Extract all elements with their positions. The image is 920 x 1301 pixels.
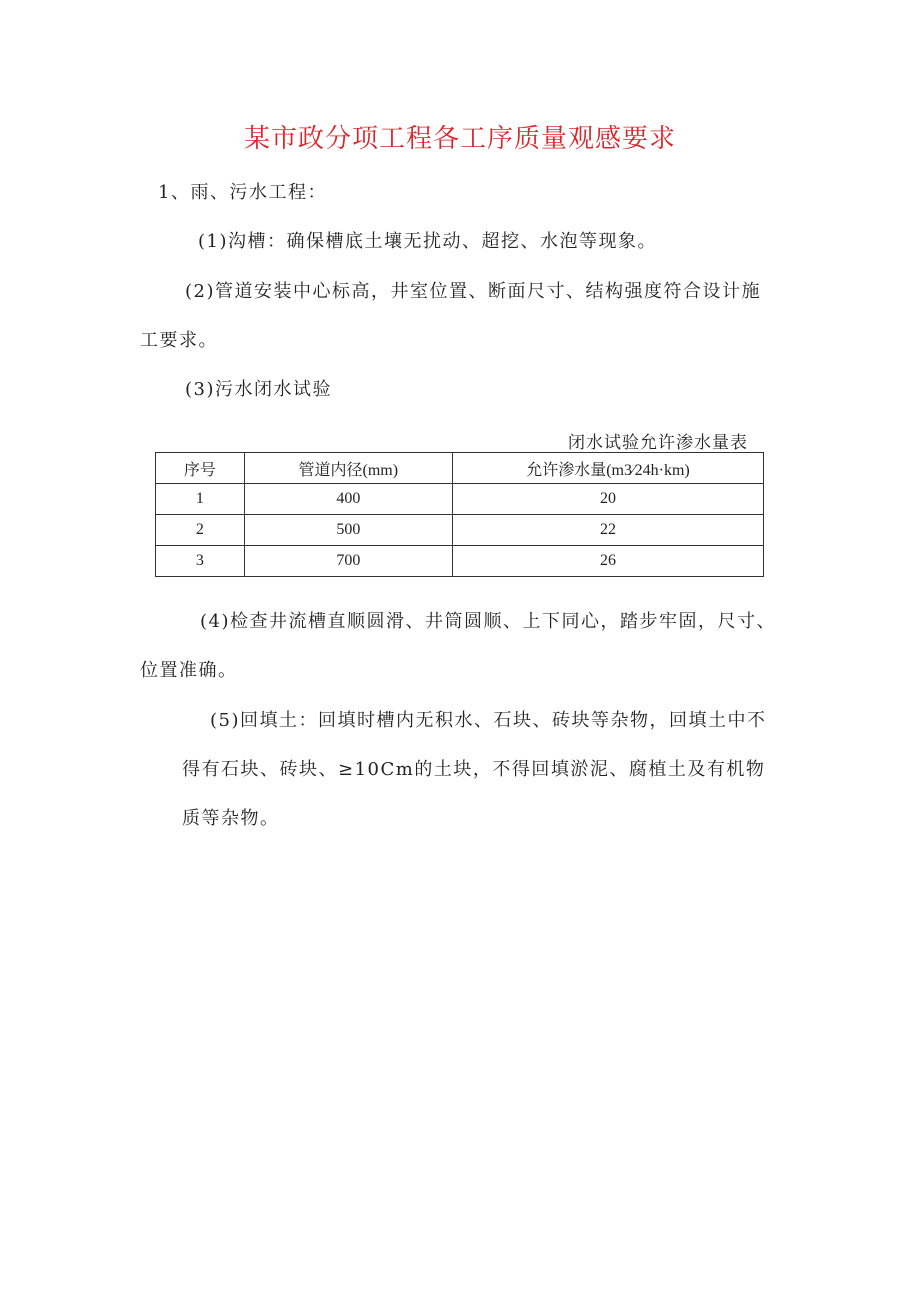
table-row	[156, 484, 764, 515]
page-title: 某市政分项工程各工序质量观感要求	[243, 124, 676, 154]
seepage-table	[155, 452, 764, 577]
item-5-line-1: (5)回填土：回填时槽内无积水、石块、砖块等杂物，回填土中不	[210, 710, 767, 731]
cell-index: 1	[156, 484, 245, 515]
cell-seepage: 26	[452, 546, 763, 577]
cell-diameter: 700	[244, 546, 452, 577]
item-3-closed-water-test: (3)污水闭水试验	[185, 379, 332, 400]
table-row	[156, 515, 764, 546]
item-4-line-2: 位置准确。	[140, 660, 238, 681]
cell-seepage: 22	[452, 515, 763, 546]
cell-index: 2	[156, 515, 245, 546]
item-2-line-1: (2)管道安装中心标高，井室位置、断面尺寸、结构强度符合设计施	[185, 281, 761, 302]
table-header-row	[156, 453, 764, 484]
cell-diameter: 400	[244, 484, 452, 515]
header-allowed-seepage: 允许渗水量(m3⁄24h·km)	[452, 453, 763, 484]
cell-seepage: 20	[452, 484, 763, 515]
header-pipe-diameter: 管道内径(mm)	[244, 453, 452, 484]
item-5-line-3: 质等杂物。	[182, 808, 280, 829]
header-index: 序号	[156, 453, 245, 484]
table-row	[156, 546, 764, 577]
item-5-line-2: 得有石块、砖块、≥10Cm的土块，不得回填淤泥、腐植土及有机物	[182, 759, 766, 780]
table-caption: 闭水试验允许渗水量表	[568, 433, 748, 453]
cell-index: 3	[156, 546, 245, 577]
item-1-trench: (1)沟槽：确保槽底土壤无扰动、超挖、水泡等现象。	[198, 231, 657, 252]
item-2-line-2: 工要求。	[140, 330, 218, 351]
section-heading: 1、雨、污水工程：	[158, 182, 327, 203]
cell-diameter: 500	[244, 515, 452, 546]
item-4-line-1: (4)检查井流槽直顺圆滑、井筒圆顺、上下同心，踏步牢固，尺寸、	[200, 611, 776, 632]
